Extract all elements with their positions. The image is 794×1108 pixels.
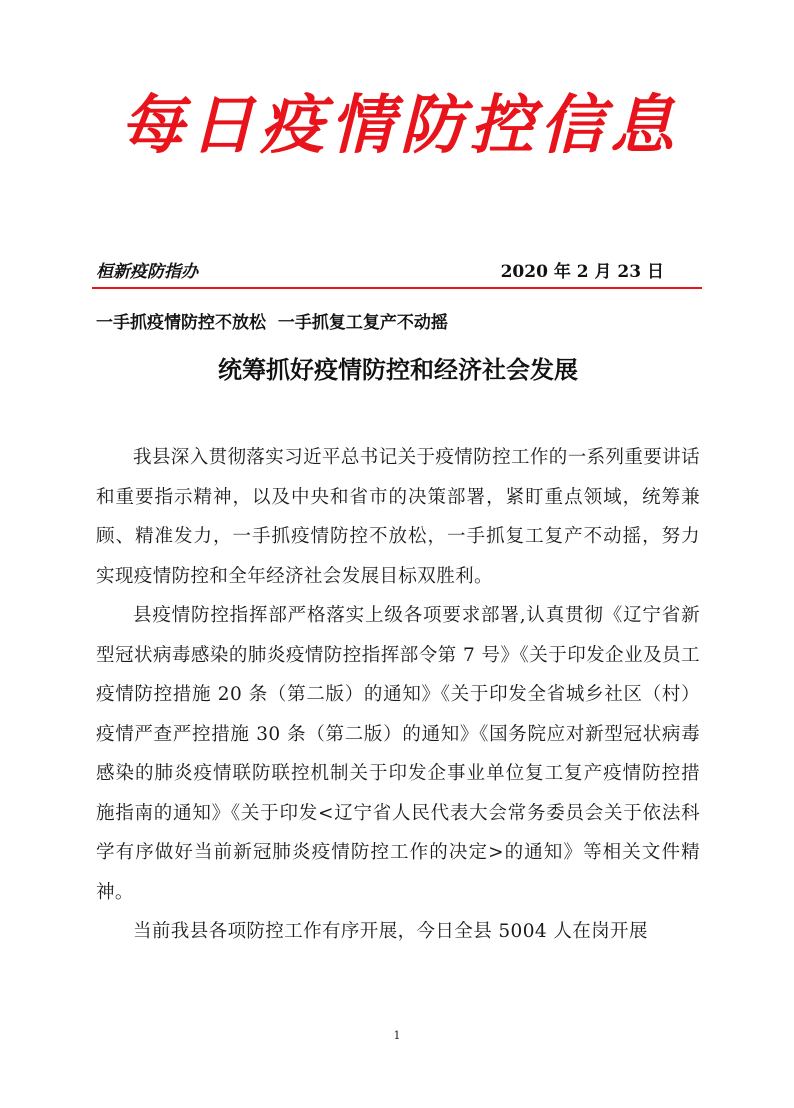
paragraph: 我县深入贯彻落实习近平总书记关于疫情防控工作的一系列重要讲话和重要指示精神，以及中央和省市的决策部署，紧盯重点领域，统筹兼顾、精准发力，一手抓疫情防控不放松，一手抓复工复产不动摇，努力实现疫情防控和全年经济社会发展目标双胜利。 — [96, 447, 701, 587]
paragraph: 县疫情防控指挥部严格落实上级各项要求部署,认真贯彻《辽宁省新型冠状病毒感染的肺炎疫情防控指挥部令第 7 号》《关于印发企业及员工疫情防控措施 20 条（第二版）的通知》《关于印发全省城乡社区（村）疫情严查严控措施 30 条（第二版）的通知》《国务院应对新型冠状病毒感染的肺炎疫情联防联控机制关于印发企事业单位复工复产疫情防控措施指南的通知》《关于印发<辽宁省人民代表大会常务委员会关于依法科学有序做好当前新冠肺炎疫情防控工作的决定>的通知》等相关文件精神。 — [96, 605, 700, 903]
article-body — [96, 438, 700, 952]
header-divider — [92, 287, 702, 289]
article-title: 统筹抓好疫情防控和经济社会发展 — [218, 356, 578, 384]
issuer-name: 桓新疫防指办 — [96, 262, 198, 282]
issue-date: 2020 年 2 月 23 日 — [500, 262, 664, 282]
article-subtitle: 一手抓疫情防控不放松 一手抓复工复产不动摇 — [96, 313, 448, 333]
masthead-title: 每日疫情防控信息 — [120, 88, 680, 163]
header-meta — [96, 257, 700, 283]
paragraph: 当前我县各项防控工作有序开展，今日全县 5004 人在岗开展 — [133, 921, 648, 942]
page-number: 1 — [393, 1029, 401, 1042]
